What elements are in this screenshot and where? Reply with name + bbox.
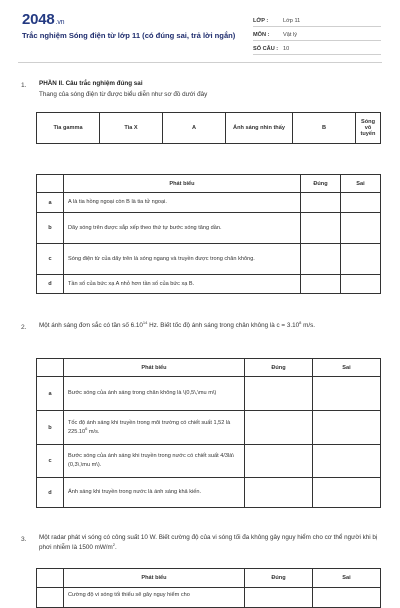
true-cell[interactable] [245,478,313,508]
col-statement: Phát biểu [64,359,245,377]
row-label: d [37,275,64,294]
spectrum-a: A [163,113,226,144]
row-label: a [37,377,64,411]
row-label: b [37,213,64,244]
spectrum-visible: Ánh sáng nhìn thấy [226,113,293,144]
col-statement: Phát biểu [64,569,245,588]
q2-statement-table [36,358,381,508]
statement-text: Bước sóng của ánh sáng khi truyền trong nước có chiết suất 4/3là\(0,3\,\mu m\). [64,445,245,478]
col-true: Đúng [245,359,313,377]
false-cell[interactable] [341,213,381,244]
col-false: Sai [313,569,381,588]
col-false: Sai [313,359,381,377]
header-divider [18,62,382,63]
true-cell[interactable] [301,193,341,213]
col-false: Sai [341,175,381,193]
q1-part-title: PHẦN II. Câu trắc nghiệm đúng sai [39,80,143,87]
row-label: a [37,193,64,213]
q3-statement-table [36,568,381,608]
row-label: b [37,411,64,445]
true-cell[interactable] [245,377,313,411]
q1-prompt: Thang của sóng điện từ được biểu diễn như sơ đồ dưới đây [39,91,208,98]
statement-text: A là tia hồng ngoại còn B là tia tử ngoại. [64,193,301,213]
true-cell[interactable] [301,213,341,244]
statement-text: Tốc độ ánh sáng khi truyền trong môi trường có chiết suất 1,52 là 225.10$^6$ m/s. [64,411,245,445]
false-cell[interactable] [313,411,381,445]
false-cell[interactable] [341,244,381,275]
true-cell[interactable] [301,275,341,294]
q3-prompt: Một radar phát vi sóng có công suất 10 W. Biết cường độ của vi sóng tối đa không gây nguy hiểm cho cơ thể người khi bị phơi nhiễm là 1500 $mW/m^2$. [39,534,378,551]
true-cell[interactable] [245,411,313,445]
meta-subject: MÔN : Vật lý [253,30,381,41]
statement-text: Dãy sóng trên được sắp xếp theo thứ tự bước sóng tăng dần. [64,213,301,244]
statement-text: Tần số của bức xạ A nhỏ hơn tần số của bức xạ B. [64,275,301,294]
q2-prompt: Một ánh sáng đơn sắc có tần số 6.10$^{14}$ Hz. Biết tốc độ ánh sáng trong chân không là $c = 3.10^8$ m/s. [39,319,315,329]
row-label: c [37,244,64,275]
col-true: Đúng [301,175,341,193]
col-statement: Phát biểu [64,175,301,193]
statement-text: Bước sóng của ánh sáng trong chân không là \(0,5\,\mu m\) [64,377,245,411]
meta-class: LỚP : Lớp 11 [253,16,381,27]
false-cell[interactable] [313,377,381,411]
q2-number: 2. [21,324,27,331]
em-spectrum-table [36,112,381,144]
q1-statement-table [36,174,381,294]
spectrum-gamma: Tia gamma [37,113,100,144]
false-cell[interactable] [341,193,381,213]
spectrum-b: B [293,113,356,144]
true-cell[interactable] [301,244,341,275]
false-cell[interactable] [313,478,381,508]
q1-number: 1. [21,82,27,89]
false-cell[interactable] [313,588,381,608]
spectrum-xray: Tia X [100,113,163,144]
statement-text: Cường độ vi sóng tối thiểu sẽ gây nguy hiểm cho [64,588,245,608]
true-cell[interactable] [245,588,313,608]
q3-number: 3. [21,536,27,543]
row-label: c [37,445,64,478]
col-true: Đúng [245,569,313,588]
document-title: Trắc nghiệm Sóng điện từ lớp 11 (có đúng sai, trả lời ngắn) [22,31,236,40]
site-logo[interactable]: 2048.vn [22,11,65,28]
spectrum-radio: Sóng vô tuyến [356,113,381,144]
true-cell[interactable] [245,445,313,478]
statement-text: Ánh sáng khi truyền trong nước là ánh sáng khả kiến. [64,478,245,508]
false-cell[interactable] [341,275,381,294]
statement-text: Sóng điện từ của dãy trên là sóng ngang và truyền được trong chân không. [64,244,301,275]
meta-question-count: SỐ CÂU : 10 [253,44,381,55]
row-label: d [37,478,64,508]
false-cell[interactable] [313,445,381,478]
